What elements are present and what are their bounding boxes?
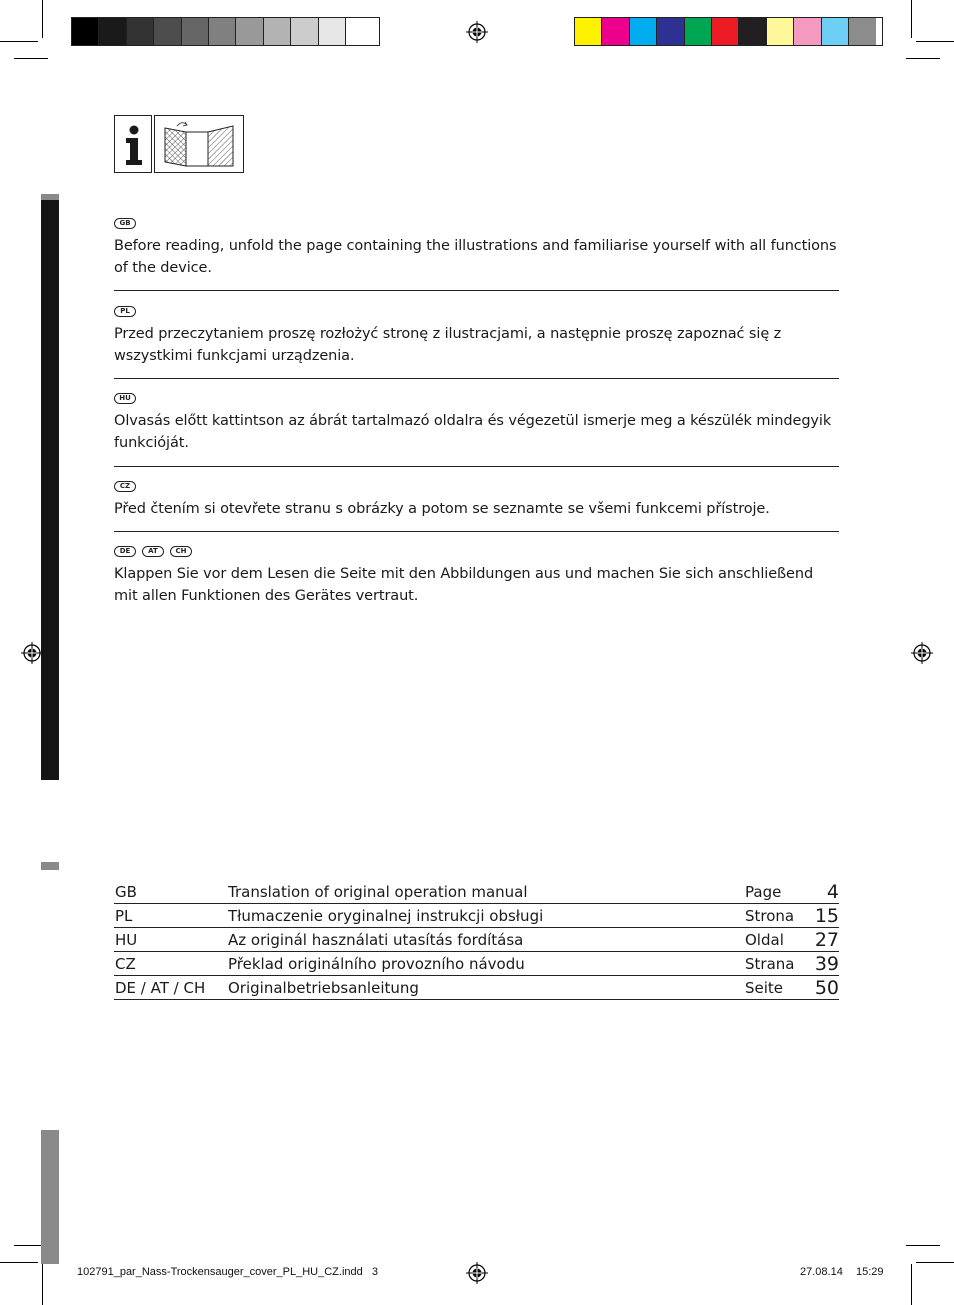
- section-text: Před čtením si otevřete stranu s obrázky a potom se seznamte se všemi funkcemi přístroje.: [114, 501, 770, 517]
- toc-row: [114, 904, 839, 928]
- toc-language-code: GB: [115, 883, 137, 901]
- toc-row: [114, 928, 839, 952]
- info-icon: [114, 115, 152, 173]
- toc-page-word: Oldal: [745, 931, 784, 949]
- color-swatch: [602, 18, 629, 45]
- toc-language-code: PL: [115, 907, 133, 925]
- toc-page-word: Page: [745, 883, 782, 901]
- crop-mark: [42, 0, 43, 38]
- crop-mark: [911, 0, 912, 38]
- crop-mark: [906, 1245, 940, 1246]
- footer-file-name: 102791_par_Nass-Trockensauger_cover_PL_HU_CZ.indd 3: [77, 1266, 379, 1278]
- toc-row: [114, 880, 839, 904]
- toc-page-number: 39: [814, 953, 839, 975]
- registration-mark-icon: [466, 21, 488, 43]
- crop-mark: [906, 58, 940, 59]
- toc-title: Tłumaczenie oryginalnej instrukcji obsługi: [228, 907, 544, 925]
- divider: [114, 378, 839, 379]
- color-swatch: [630, 18, 657, 45]
- color-swatch: [209, 18, 236, 45]
- registration-mark-icon: [466, 1262, 488, 1284]
- section-gb: [114, 218, 840, 279]
- section-text: Olvasás előtt kattintson az ábrát tartalmazó oldalra és végezetül ismerje meg a készülék mindegyik funkcióját.: [114, 413, 832, 451]
- language-badge: PL: [114, 306, 136, 317]
- toc-page-number: 50: [814, 977, 839, 999]
- section-text: Przed przeczytaniem proszę rozłożyć stronę z ilustracjami, a następnie proszę zapoznać się z wszystkimi funkcjami urządzenia.: [114, 326, 782, 364]
- color-swatch: [154, 18, 181, 45]
- unfold-page-icon: [154, 115, 244, 173]
- toc-page-number: 4: [826, 881, 839, 903]
- language-badge: GB: [114, 218, 136, 229]
- footer-date: 27.08.14: [800, 1266, 843, 1278]
- language-badge: DE: [114, 546, 136, 557]
- toc-language-code: HU: [115, 931, 138, 949]
- section-text: Before reading, unfold the page containing the illustrations and familiarise yourself with all functions of the device.: [114, 238, 837, 276]
- color-swatch: [657, 18, 684, 45]
- toc-title: Az originál használati utasítás fordítása: [228, 931, 524, 949]
- crop-mark: [0, 1262, 38, 1263]
- toc-row: [114, 976, 839, 1000]
- color-swatch: [822, 18, 849, 45]
- toc-page-number: 27: [814, 929, 839, 951]
- language-badge: CH: [170, 546, 192, 557]
- color-swatch: [712, 18, 739, 45]
- color-swatch: [346, 18, 373, 45]
- process-color-bar: [574, 17, 883, 46]
- section-de-at-ch: [114, 546, 840, 607]
- toc-page-word: Strona: [745, 907, 795, 925]
- crop-mark: [42, 1264, 43, 1305]
- crop-mark: [911, 1264, 912, 1305]
- crop-mark: [14, 58, 48, 59]
- crop-mark: [0, 41, 38, 42]
- color-swatch: [182, 18, 209, 45]
- toc-page-word: Seite: [745, 979, 784, 997]
- toc-language-code: CZ: [115, 955, 136, 973]
- language-badge: HU: [114, 393, 136, 404]
- toc-row: [114, 952, 839, 976]
- color-swatch: [849, 18, 876, 45]
- side-strip-marker: [41, 862, 59, 870]
- color-swatch: [72, 18, 99, 45]
- color-swatch: [685, 18, 712, 45]
- color-swatch: [575, 18, 602, 45]
- color-swatch: [767, 18, 794, 45]
- color-swatch: [794, 18, 821, 45]
- section-cz: [114, 481, 840, 520]
- divider: [114, 466, 839, 467]
- toc-language-code: DE / AT / CH: [115, 979, 206, 997]
- color-swatch: [99, 18, 126, 45]
- toc-title: Překlad originálního provozního návodu: [228, 955, 525, 973]
- toc-title: Translation of original operation manual: [228, 883, 528, 901]
- color-swatch: [236, 18, 263, 45]
- color-swatch: [127, 18, 154, 45]
- divider: [114, 531, 839, 532]
- side-strip-bottom: [41, 1130, 59, 1264]
- color-swatch: [264, 18, 291, 45]
- crop-mark: [916, 1262, 954, 1263]
- table-of-contents: [114, 880, 839, 1000]
- side-strip: [41, 200, 59, 780]
- toc-title: Originalbetriebsanleitung: [228, 979, 419, 997]
- registration-mark-icon: [911, 642, 933, 664]
- toc-page-word: Strana: [745, 955, 795, 973]
- color-swatch: [319, 18, 346, 45]
- registration-mark-icon: [21, 642, 43, 664]
- section-text: Klappen Sie vor dem Lesen die Seite mit den Abbildungen aus und machen Sie sich anschließend mit allen Funktionen des Gerätes vertraut.: [114, 566, 814, 604]
- color-swatch: [291, 18, 318, 45]
- footer-time: 15:29: [856, 1266, 884, 1278]
- language-badge: CZ: [114, 481, 136, 492]
- language-badge: AT: [142, 546, 164, 557]
- color-swatch: [739, 18, 766, 45]
- toc-page-number: 15: [814, 905, 839, 927]
- crop-mark: [916, 41, 954, 42]
- divider: [114, 290, 839, 291]
- section-hu: [114, 393, 840, 454]
- section-pl: [114, 306, 840, 367]
- grayscale-color-bar: [71, 17, 380, 46]
